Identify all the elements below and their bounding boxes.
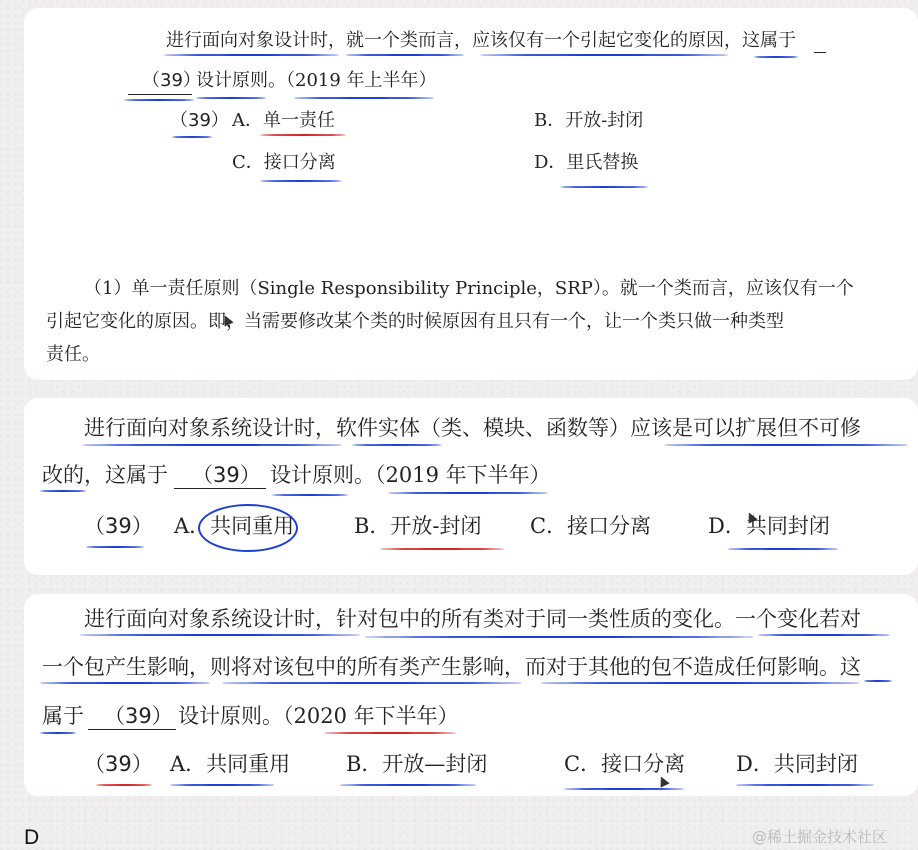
q1-explanation-line3: 责任。	[46, 344, 100, 365]
ink-underline	[540, 682, 860, 684]
ink-underline	[864, 680, 892, 682]
q3-number: （39）	[84, 752, 153, 776]
ink-underline	[340, 784, 476, 786]
q1-option-a: A．单一责任	[232, 110, 335, 131]
q1-blank-tail	[814, 52, 826, 53]
q2-blank: （39）	[192, 463, 261, 487]
ink-underline	[124, 99, 194, 101]
q1-line1: 进行面向对象设计时，就一个类而言，应该仅有一个引起它变化的原因，这属于	[166, 30, 796, 51]
ink-underline	[80, 634, 360, 636]
ink-underline-red	[324, 732, 456, 734]
q3-option-d: D．共同封闭	[736, 752, 858, 776]
ink-underline	[82, 444, 342, 446]
ink-underline	[754, 56, 798, 58]
q2-blank-line	[174, 488, 266, 489]
question-card-3	[24, 594, 918, 796]
watermark: @稀土掘金技术社区	[752, 828, 888, 846]
q1-option-c: C．接口分离	[232, 152, 336, 173]
ink-underline	[196, 97, 266, 99]
ink-underline	[736, 784, 874, 786]
q1-option-d: D．里氏替换	[534, 152, 639, 173]
q2-line2: 设计原则。（2019 年下半年）	[270, 463, 551, 487]
ink-underline	[172, 136, 212, 138]
q1-blank: （39）	[142, 70, 201, 91]
ink-underline	[40, 732, 76, 734]
q2-number: （39）	[84, 514, 153, 538]
q1-explanation-line1: （1）单一责任原则（Single Responsibility Principle，SRP）。就一个类而言，应该仅有一个	[84, 278, 854, 299]
q1-explanation-line2: 引起它变化的原因。即，当需要修改某个类的时候原因有且只有一个，让一个类只做一种类型	[46, 311, 784, 332]
ink-underline	[564, 788, 684, 790]
ink-underline-red	[380, 548, 504, 550]
ink-underline-red	[260, 134, 346, 136]
question-card-1	[24, 8, 918, 380]
ink-underline	[40, 490, 86, 492]
q2-option-a: A．共同重用	[174, 514, 295, 538]
ink-underline	[664, 444, 908, 446]
q3-line1: 进行面向对象系统设计时，针对包中的所有类对于同一类性质的变化。一个变化若对	[84, 607, 861, 631]
mouse-cursor-icon	[656, 774, 669, 787]
q1-blank-line	[128, 94, 192, 95]
q3-option-b: B．开放—封闭	[346, 752, 488, 776]
ink-underline	[352, 444, 442, 446]
ink-underline	[86, 546, 144, 548]
ink-underline	[170, 784, 274, 786]
q3-line3: 设计原则。（2020 年下半年）	[178, 704, 459, 728]
ink-underline	[40, 682, 210, 684]
ink-underline	[758, 634, 890, 636]
ink-underline	[480, 54, 728, 56]
ink-underline	[164, 54, 339, 56]
q3-blank-line	[88, 729, 176, 730]
ink-underline	[728, 548, 838, 550]
q1-line2: 设计原则。（2019 年上半年）	[196, 70, 437, 91]
ink-underline	[364, 636, 754, 638]
ink-underline	[560, 186, 648, 188]
q2-line1: 进行面向对象系统设计时，软件实体（类、模块、函数等）应该是可以扩展但不可修	[84, 416, 861, 440]
q2-option-b: B．开放-封闭	[354, 514, 482, 538]
question-card-2	[24, 398, 918, 575]
ink-circle	[198, 504, 298, 552]
q1-option-b: B．开放-封闭	[534, 110, 644, 131]
ink-underline	[260, 180, 342, 182]
answer-text: D	[24, 826, 40, 849]
ink-underline	[222, 682, 522, 684]
q2-option-c: C．接口分离	[530, 514, 652, 538]
q3-option-c: C．接口分离	[564, 752, 686, 776]
ink-underline-red	[96, 784, 152, 786]
q3-blank: （39）	[104, 704, 173, 728]
ink-underline	[272, 494, 348, 496]
q1-number: （39）	[170, 110, 229, 131]
q3-line3-prefix: 属于	[42, 704, 84, 728]
q2-option-d: D．共同封闭	[708, 514, 830, 538]
ink-underline	[388, 492, 548, 494]
ink-underline	[346, 54, 464, 56]
q3-line2: 一个包产生影响，则将对该包中的所有类产生影响，而对于其他的包不造成任何影响。这	[42, 655, 861, 679]
q3-option-a: A．共同重用	[170, 752, 291, 776]
ink-underline	[294, 97, 434, 99]
q2-line2-prefix: 改的，这属于	[42, 463, 168, 487]
